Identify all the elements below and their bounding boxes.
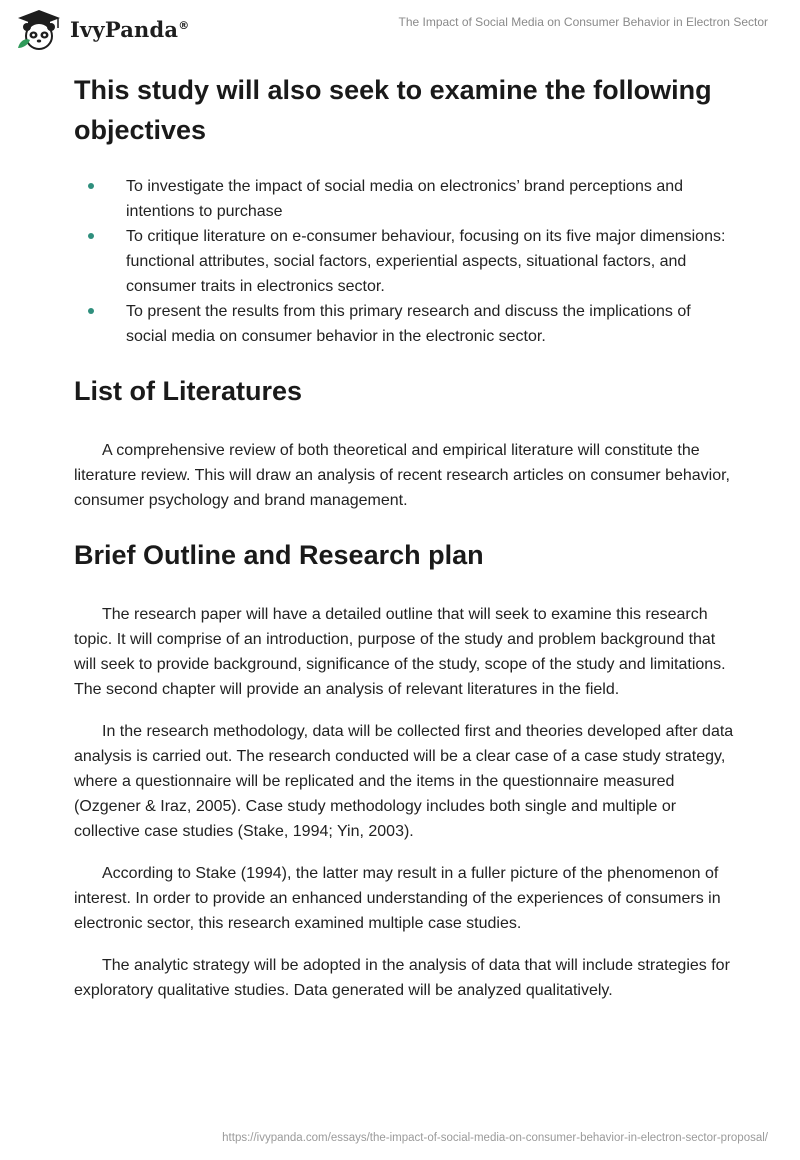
literatures-heading: List of Literatures bbox=[74, 376, 303, 406]
source-url[interactable]: https://ivypanda.com/essays/the-impact-of-social-media-on-consumer-behavior-in-electron-sector-proposal/ bbox=[222, 1132, 768, 1144]
objectives-list bbox=[74, 174, 734, 349]
page-header bbox=[0, 0, 800, 60]
list-item: To present the results from this primary research and discuss the implications of social media on consumer behavior in the electronic sector. bbox=[74, 299, 734, 349]
objectives-heading: This study will also seek to examine the following objectives bbox=[74, 75, 712, 145]
ivypanda-logo[interactable] bbox=[14, 8, 189, 50]
paragraph: In the research methodology, data will be collected first and theories developed after data analysis is carried out. The research conducted will be a clear case of a case study strategy, where a questionnaire will be replicated and the items in the questionnaire measured (Ozgener & Iraz, 2005). Case study methodology includes both single and multiple or collective case studies (Stake, 1994; Yin, 2003). bbox=[74, 723, 734, 840]
panda-logo-icon bbox=[14, 8, 64, 50]
paragraph: The analytic strategy will be adopted in the analysis of data that will include strategies for exploratory qualitative studies. Data generated will be analyzed qualitatively. bbox=[74, 957, 730, 999]
document-body bbox=[74, 70, 734, 1003]
registered-mark: ® bbox=[178, 18, 190, 32]
paragraph: A comprehensive review of both theoretical and empirical literature will constitute the literature review. This will draw an analysis of recent research articles on consumer behavior, consumer psychology and brand management. bbox=[74, 442, 730, 509]
running-title: The Impact of Social Media on Consumer Behavior in Electron Sector bbox=[398, 15, 768, 29]
bullet-icon bbox=[88, 183, 94, 189]
brand-name: IvyPanda® bbox=[70, 16, 190, 42]
list-item: To critique literature on e-consumer behaviour, focusing on its five major dimensions: functional attributes, social factors, experiential aspects, situational factors, and consumer traits in electronics sector. bbox=[74, 224, 734, 299]
outline-heading: Brief Outline and Research plan bbox=[74, 540, 484, 570]
paragraph: According to Stake (1994), the latter may result in a fuller picture of the phenomenon of interest. In order to provide an enhanced understanding of the experiences of consumers in electronic sector, this research examined multiple case studies. bbox=[74, 865, 721, 932]
list-item: To investigate the impact of social media on electronics’ brand perceptions and intentions to purchase bbox=[74, 174, 734, 224]
paragraph: The research paper will have a detailed outline that will seek to examine this research topic. It will comprise of an introduction, purpose of the study and problem background that will seek to provide background, significance of the study, scope of the study and limitations. The second chapter will provide an analysis of relevant literatures in the field. bbox=[74, 606, 726, 698]
bullet-icon bbox=[88, 233, 94, 239]
bullet-icon bbox=[88, 308, 94, 314]
